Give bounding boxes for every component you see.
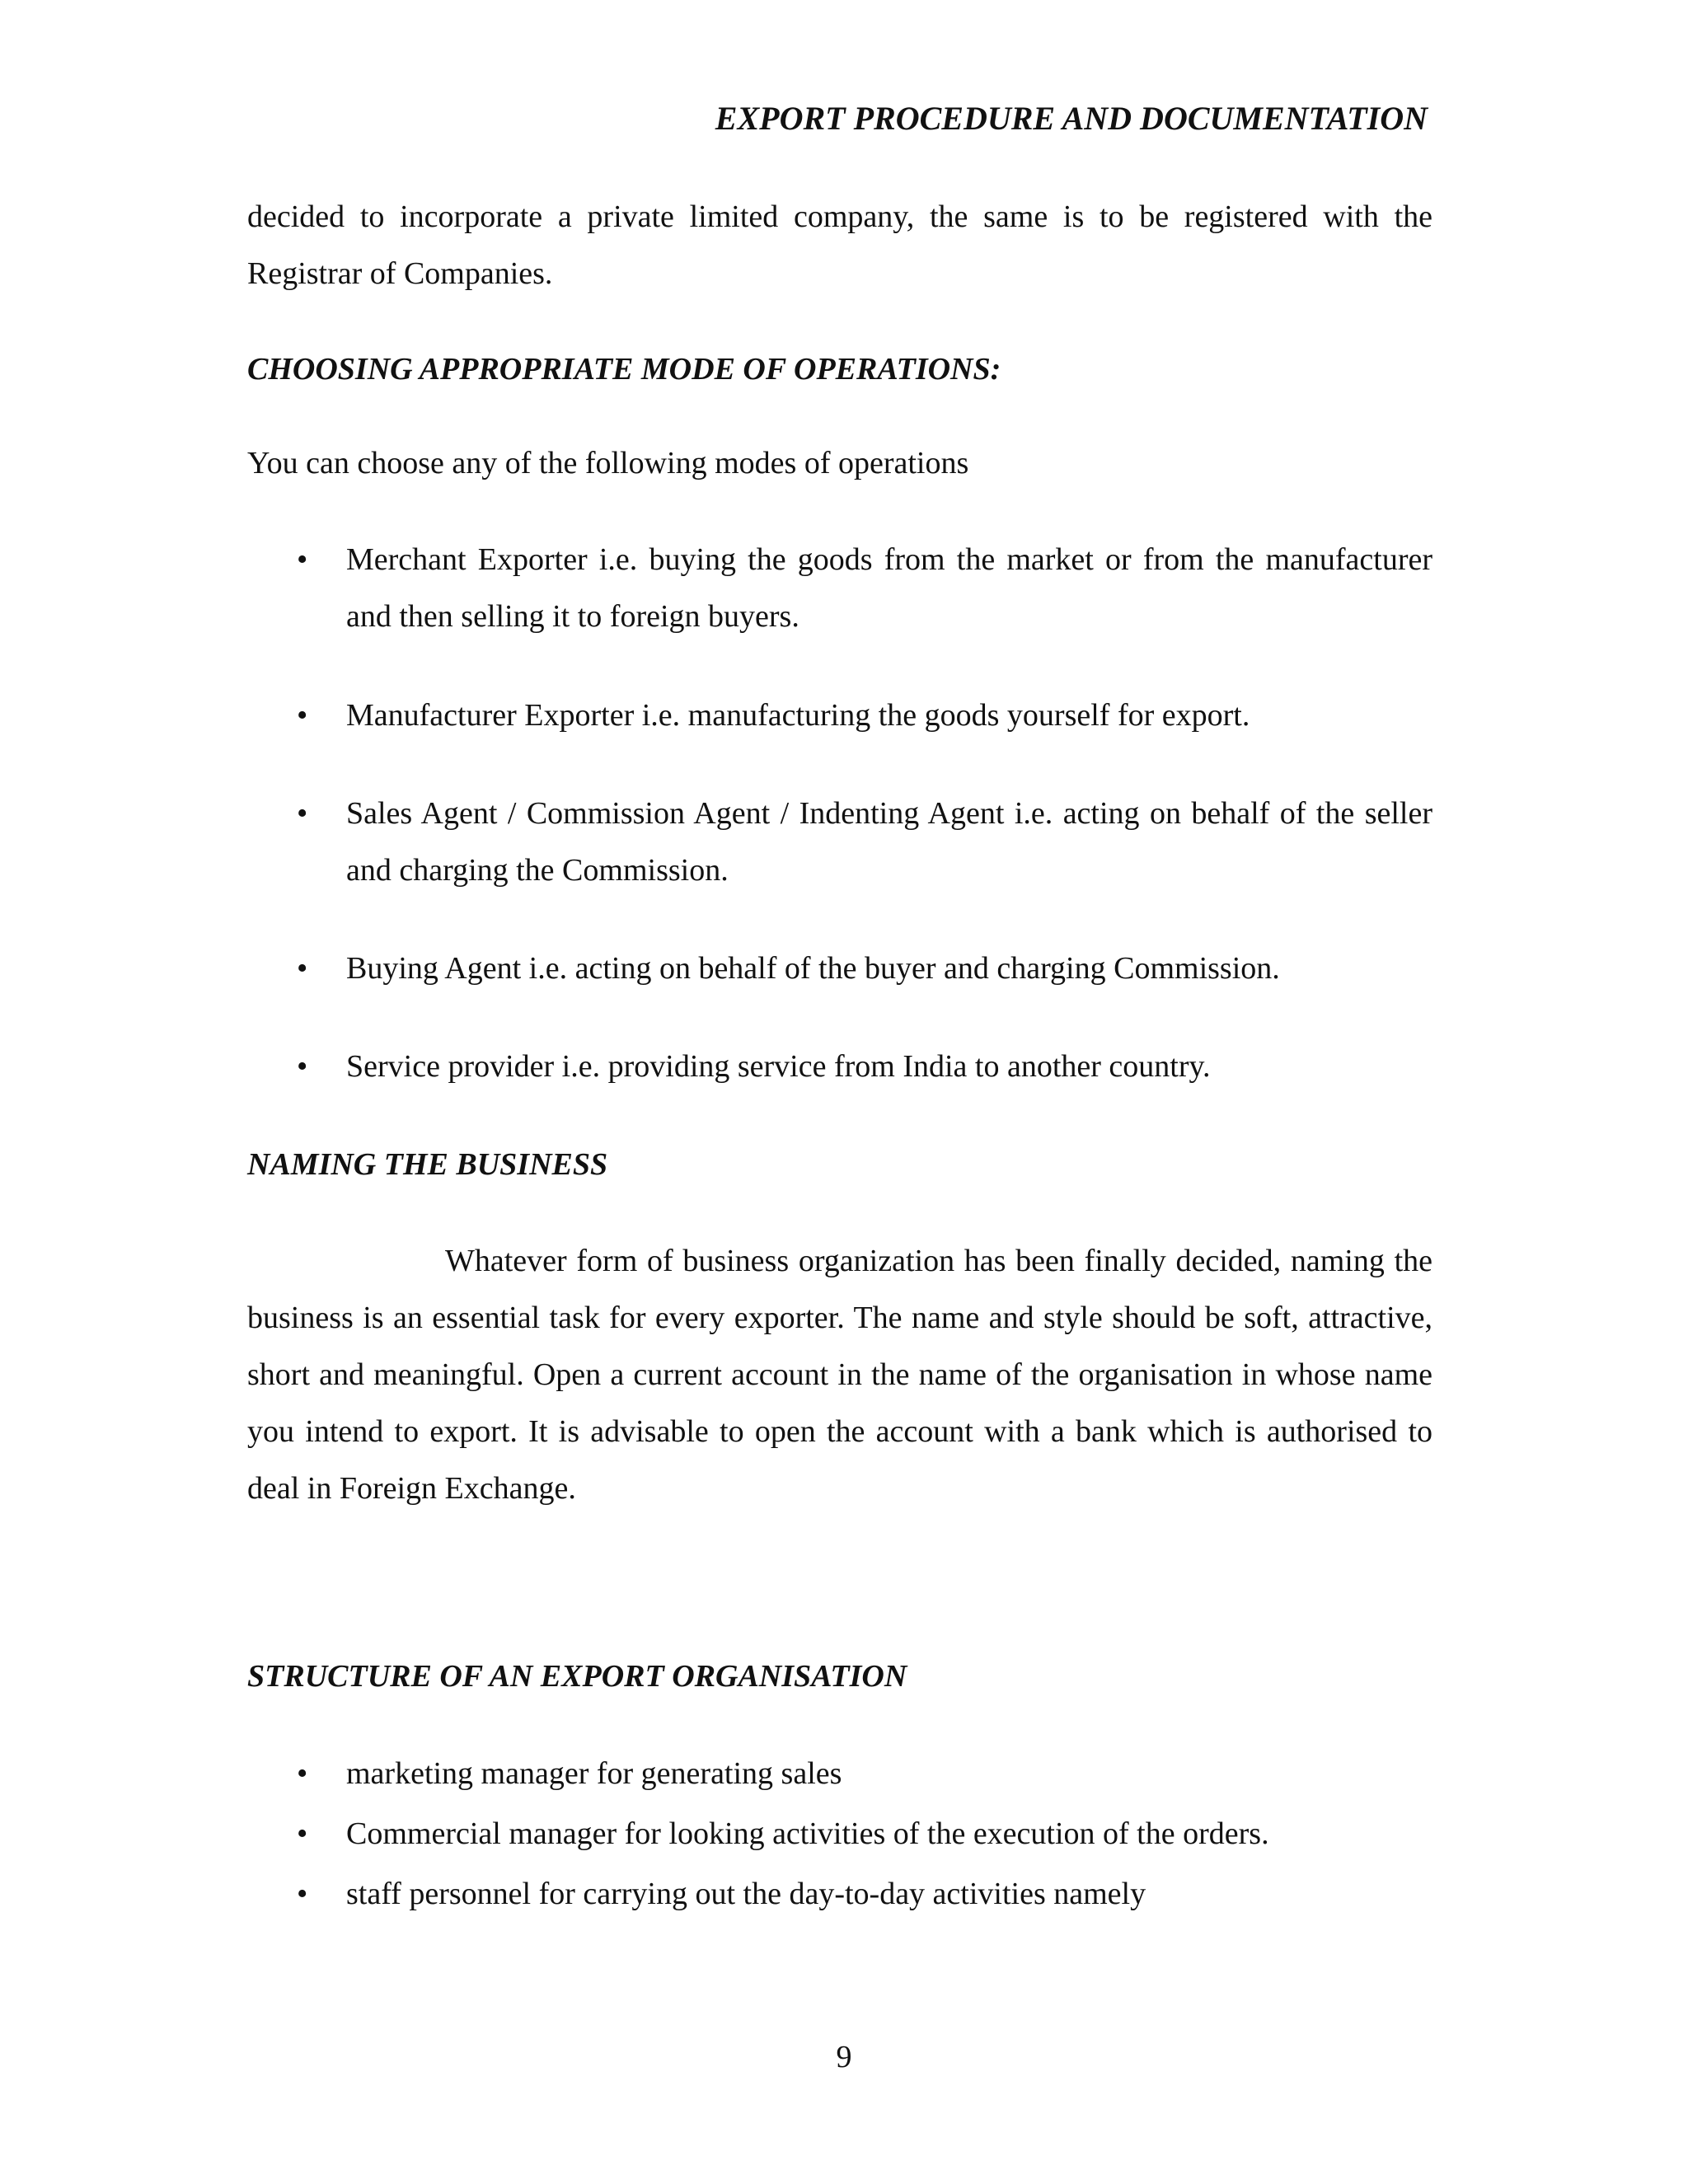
list-item-text: Manufacturer Exporter i.e. manufacturing the goods yourself for export. [346,698,1250,733]
list-item-text: staff personnel for carrying out the day-to-day activities namely [346,1877,1146,1911]
list-item [247,940,1432,997]
list-item [247,687,1432,744]
list-item [247,1866,1432,1923]
page-number: 9 [836,2040,852,2074]
modes-lead-text: You can choose any of the following modes of operations [247,446,969,480]
list-item-text: Commercial manager for looking activities of the execution of the orders. [346,1816,1269,1851]
list-item-text: Merchant Exporter i.e. buying the goods from the market or from the manufacturer and then selling it to foreign buyers. [346,542,1432,634]
bullet-icon: • [297,542,308,577]
list-item [247,532,1432,645]
list-item-text: Sales Agent / Commission Agent / Indenting Agent i.e. acting on behalf of the seller and charging the Commission. [346,796,1432,888]
list-item-text: marketing manager for generating sales [346,1756,842,1791]
intro-paragraph: decided to incorporate a private limited company, the same is to be registered with the Registrar of Companies. [247,199,1432,291]
bullet-icon: • [297,698,308,733]
bullet-icon: • [297,796,308,831]
list-item [247,1038,1432,1095]
list-item [247,1806,1432,1863]
list-item-text: Service provider i.e. providing service from India to another country. [346,1049,1211,1084]
list-item [247,1746,1432,1802]
section-heading-structure: STRUCTURE OF AN EXPORT ORGANISATION [247,1659,907,1694]
bullet-icon: • [297,1049,308,1084]
list-item-text: Buying Agent i.e. acting on behalf of the buyer and charging Commission. [346,951,1280,986]
section-heading-modes: CHOOSING APPROPRIATE MODE OF OPERATIONS: [247,352,1001,387]
naming-paragraph: Whatever form of business organization has been finally decided, naming the business is an essential task for every exporter. The name and style should be soft, attractive, short and meaningful. Open a current account in the name of the organisation in whose name you intend to export. It is advisable to open the account with a bank which is authorised to deal in Foreign Exchange. [247,1244,1432,1506]
bullet-icon: • [297,1816,308,1851]
bullet-icon: • [297,1877,308,1911]
bullet-icon: • [297,1756,308,1791]
bullet-icon: • [297,951,308,986]
running-header: EXPORT PROCEDURE AND DOCUMENTATION [715,100,1428,137]
section-heading-naming: NAMING THE BUSINESS [247,1147,608,1182]
list-item [247,785,1432,899]
